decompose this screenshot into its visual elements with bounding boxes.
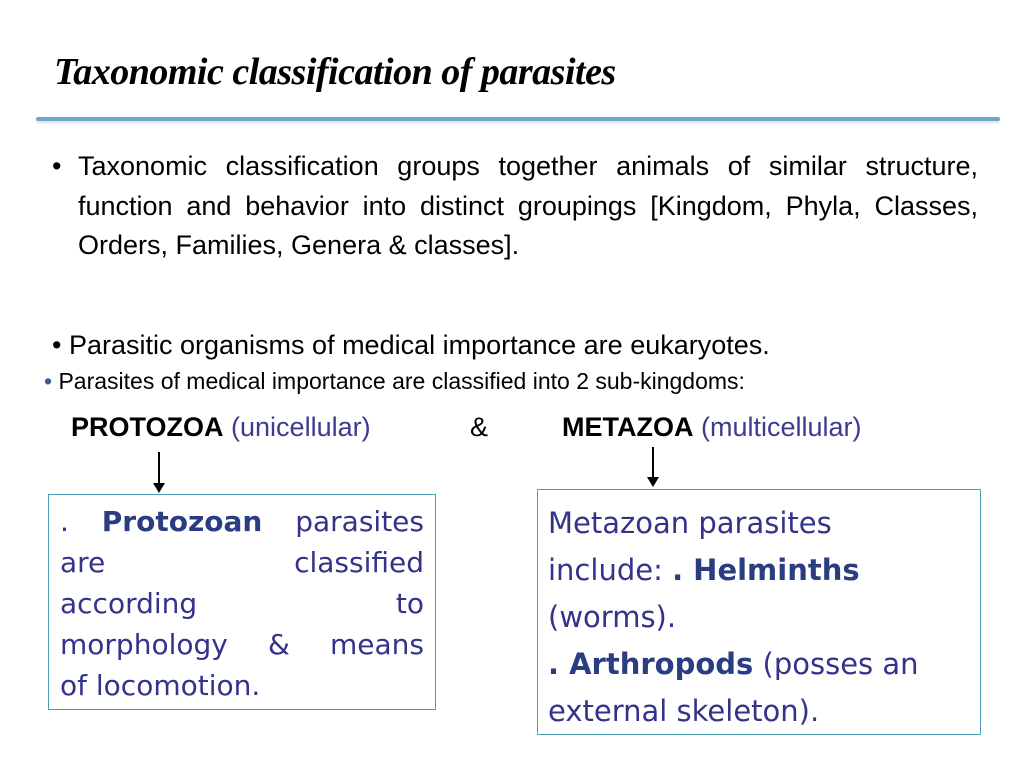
metazoa-line-2 [548, 547, 970, 594]
bullet-text: Parasites of medical importance are classified into 2 sub-kingdoms: [58, 368, 745, 394]
metazoa-label [562, 412, 862, 443]
protozoan-bold: Protozoan [101, 505, 263, 538]
bullet-marker: • [52, 151, 62, 181]
protozoa-name: PROTOZOA [71, 412, 224, 442]
helminths-bold: . Helminths [672, 553, 860, 587]
arthropods-bold: . Arthropods [548, 647, 754, 681]
bullet-marker: • [52, 330, 62, 360]
metazoa-line-3: (worms). [548, 600, 677, 634]
title-underline [36, 117, 1000, 121]
protozoa-label [71, 412, 371, 443]
metazoa-box [537, 489, 981, 735]
metazoa-name: METAZOA [562, 412, 694, 442]
protozoa-desc: (unicellular) [231, 412, 371, 442]
arthropods-rest: (posses an [753, 647, 919, 681]
protozoa-box [48, 494, 436, 710]
bullet-text: Parasitic organisms of medical importance are eukaryotes. [68, 330, 770, 360]
bullet-sub-kingdoms [44, 368, 745, 395]
protozoa-line-4: morphology & means [60, 628, 424, 661]
metazoa-line-4 [548, 641, 970, 688]
metazoa-desc: (multicellular) [701, 412, 862, 442]
include-text: include: [548, 553, 673, 587]
protozoa-line-2: are classified [60, 546, 424, 579]
bullet-text: Taxonomic classification groups together animals of similar structure, function and behavior into distinct groupings [Kingdom, Phyla, Classes, Orders, Families, Genera & classes]. [78, 151, 978, 260]
ampersand: & [470, 412, 489, 442]
protozoa-line-3: according to [60, 587, 424, 620]
bullet-eukaryotes [52, 330, 770, 361]
metazoa-line-5: external skeleton). [548, 694, 820, 728]
metazoa-arrow [652, 447, 654, 479]
protozoa-line-1-rest: parasites [262, 505, 424, 538]
slide-title: Taxonomic classification of parasites [54, 51, 616, 93]
metazoa-line-1: Metazoan parasites [548, 506, 832, 540]
bullet-marker: • [44, 368, 53, 394]
bullet-taxonomic-classification [52, 147, 978, 266]
protozoa-line-5: of locomotion. [60, 669, 261, 702]
protozoa-prefix: . [60, 505, 102, 538]
protozoa-arrow [158, 452, 160, 485]
protozoa-line-1 [60, 501, 424, 542]
